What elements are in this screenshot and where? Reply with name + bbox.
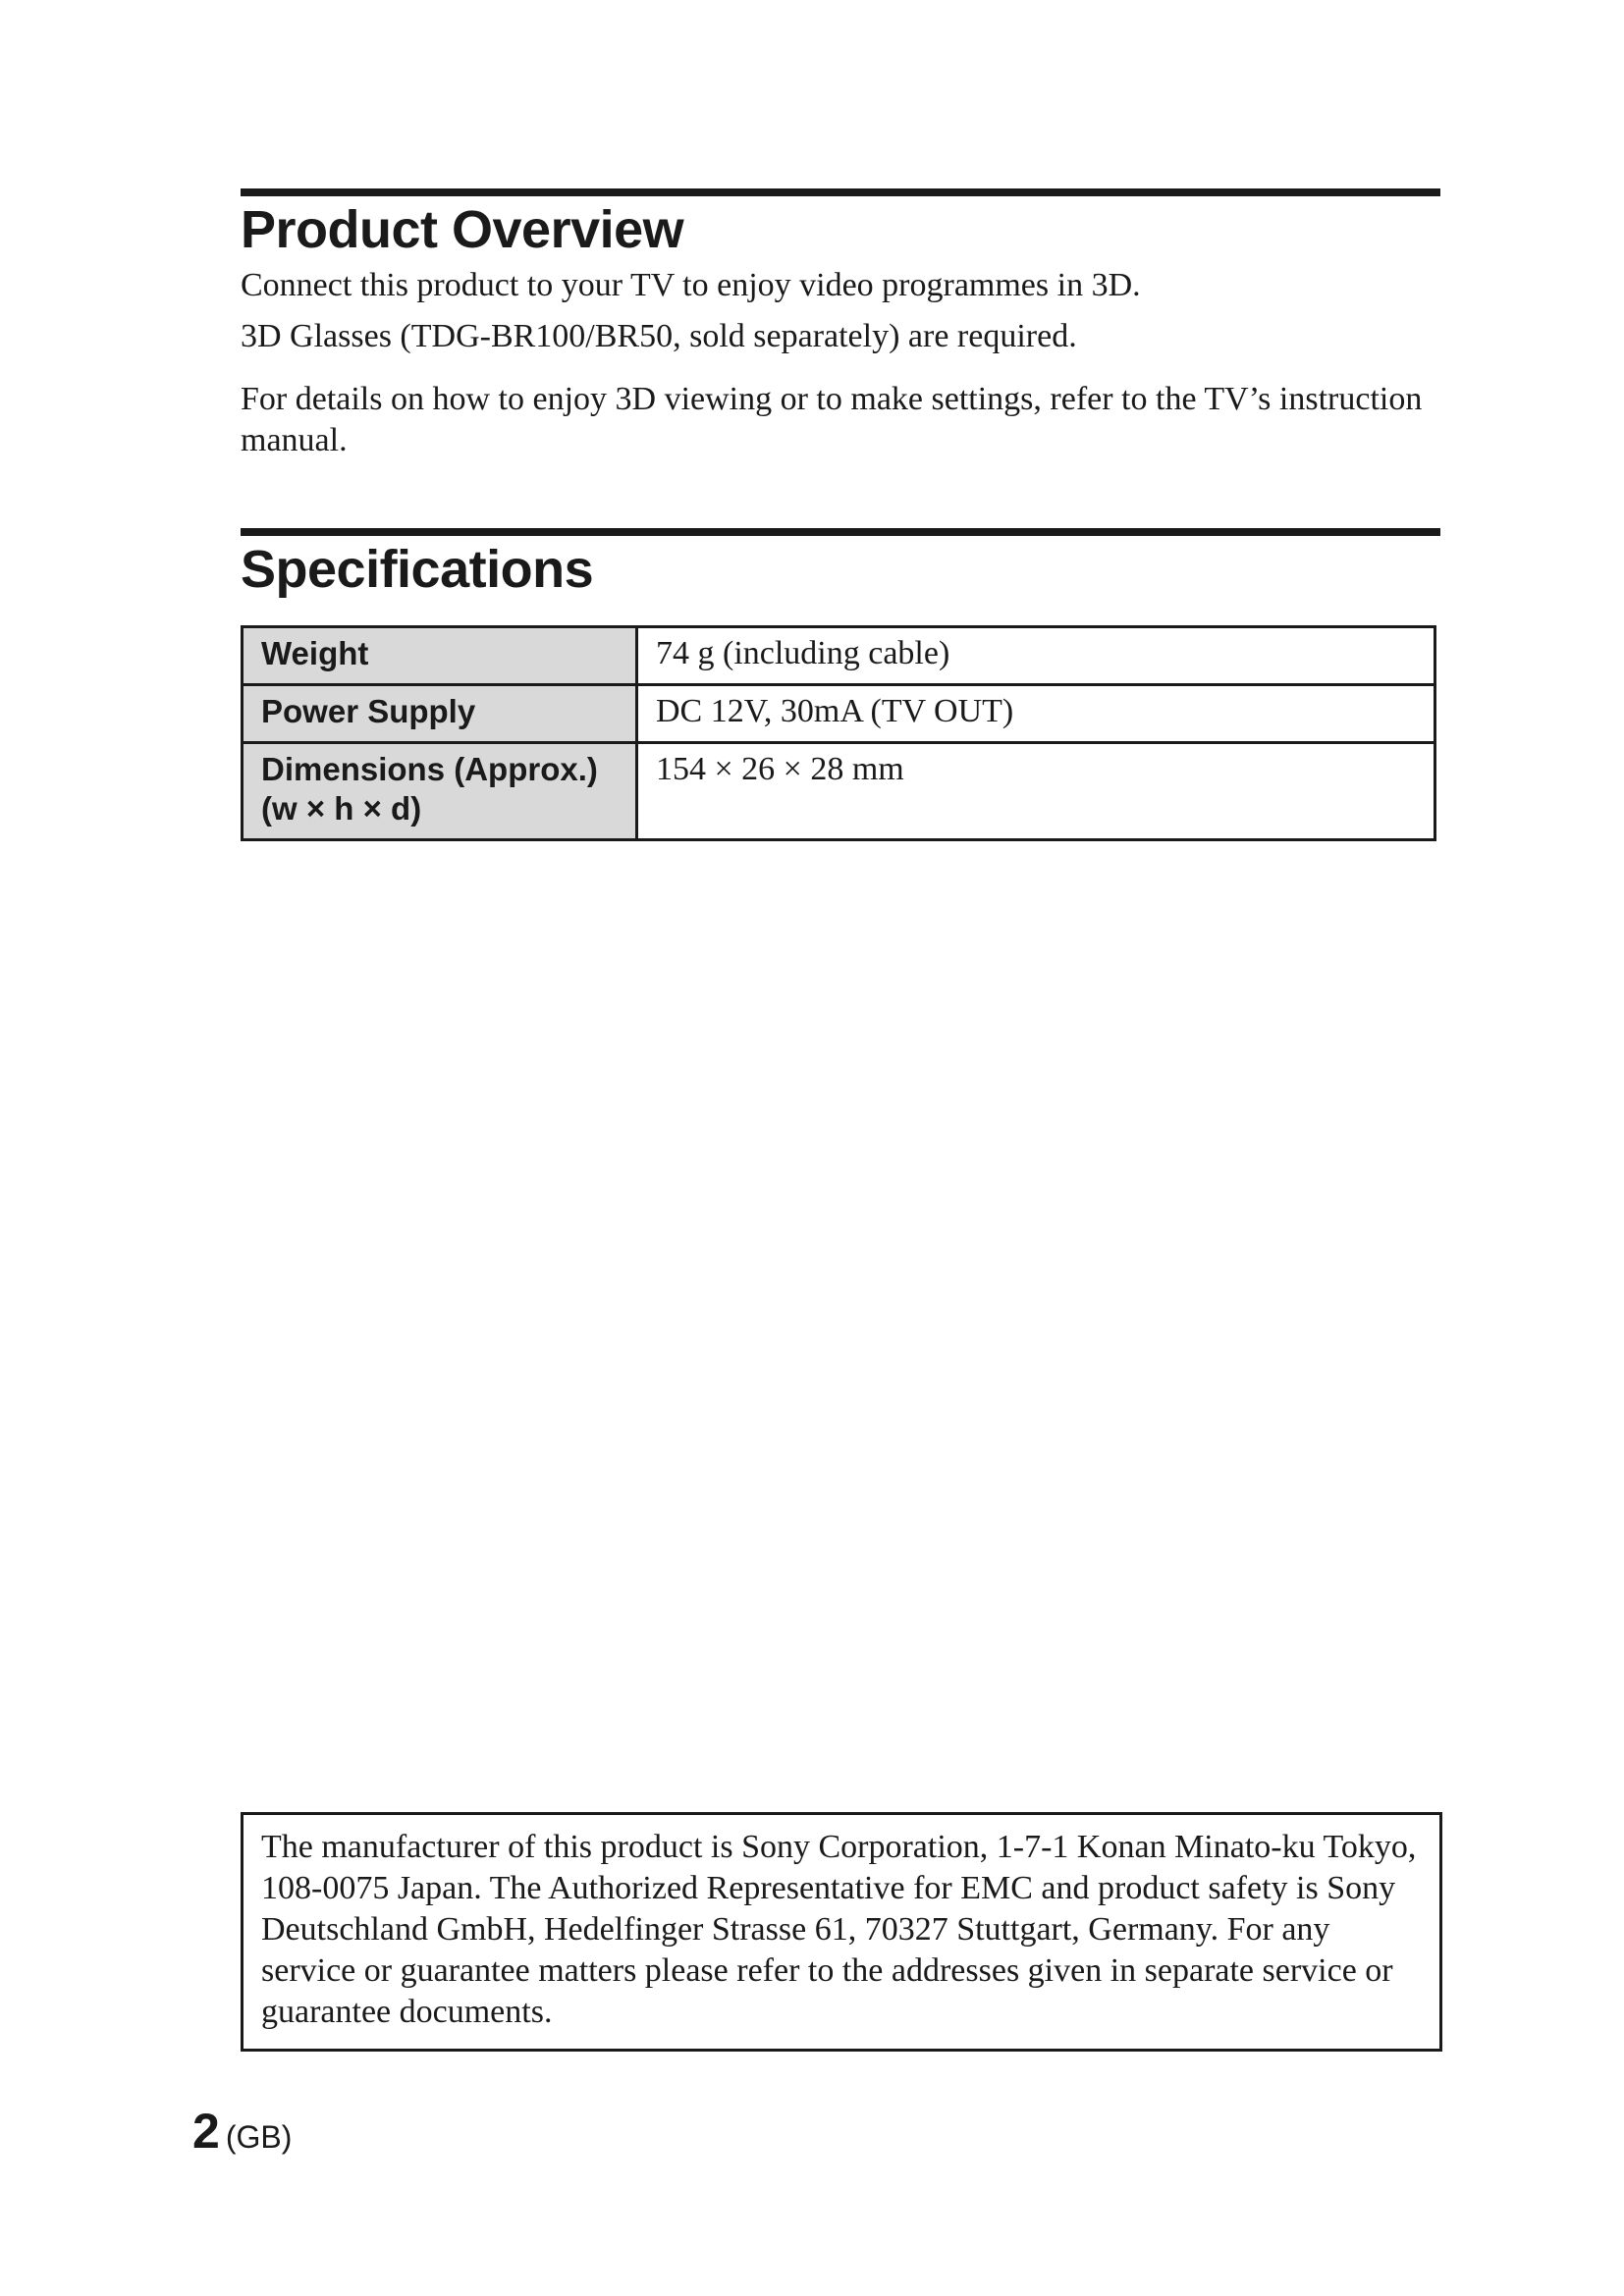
spec-value: 74 g (including cable) (637, 627, 1435, 685)
spec-label: Power Supply (243, 685, 637, 743)
table-row (243, 743, 1435, 840)
product-overview-heading: Product Overview (241, 200, 684, 259)
specifications-heading: Specifications (241, 540, 594, 599)
table-row (243, 685, 1435, 743)
overview-paragraph: 3D Glasses (TDG-BR100/BR50, sold separately) are required. (241, 318, 1077, 354)
specifications-table (241, 625, 1436, 841)
specifications-section (241, 528, 1440, 599)
section-rule (241, 188, 1440, 196)
spec-label: Weight (243, 627, 637, 685)
section-rule (241, 528, 1440, 536)
page-number: 2 (192, 2104, 220, 2159)
spec-value: 154 × 26 × 28 mm (637, 743, 1435, 840)
spec-value: DC 12V, 30mA (TV OUT) (637, 685, 1435, 743)
table-row (243, 627, 1435, 685)
page-footer (192, 2103, 292, 2160)
spec-label: Dimensions (Approx.) (w × h × d) (243, 743, 637, 840)
overview-paragraph: For details on how to enjoy 3D viewing or to make settings, refer to the TV’s instruction manual. (241, 381, 1423, 458)
page-language-code: (GB) (225, 2119, 293, 2155)
manufacturer-note-box: The manufacturer of this product is Sony Corporation, 1-7-1 Konan Minato-ku Tokyo, 108-0075 Japan. The Authorized Representative for EMC and product safety is Sony Deutschland GmbH, Hedelfinger Strasse 61, 70327 Stuttgart, Germany. For any service or guarantee matters please refer to the addresses given in separate service or guarantee documents. (241, 1812, 1442, 2052)
product-overview-section (241, 188, 1440, 461)
overview-paragraph: Connect this product to your TV to enjoy video programmes in 3D. (241, 267, 1141, 303)
